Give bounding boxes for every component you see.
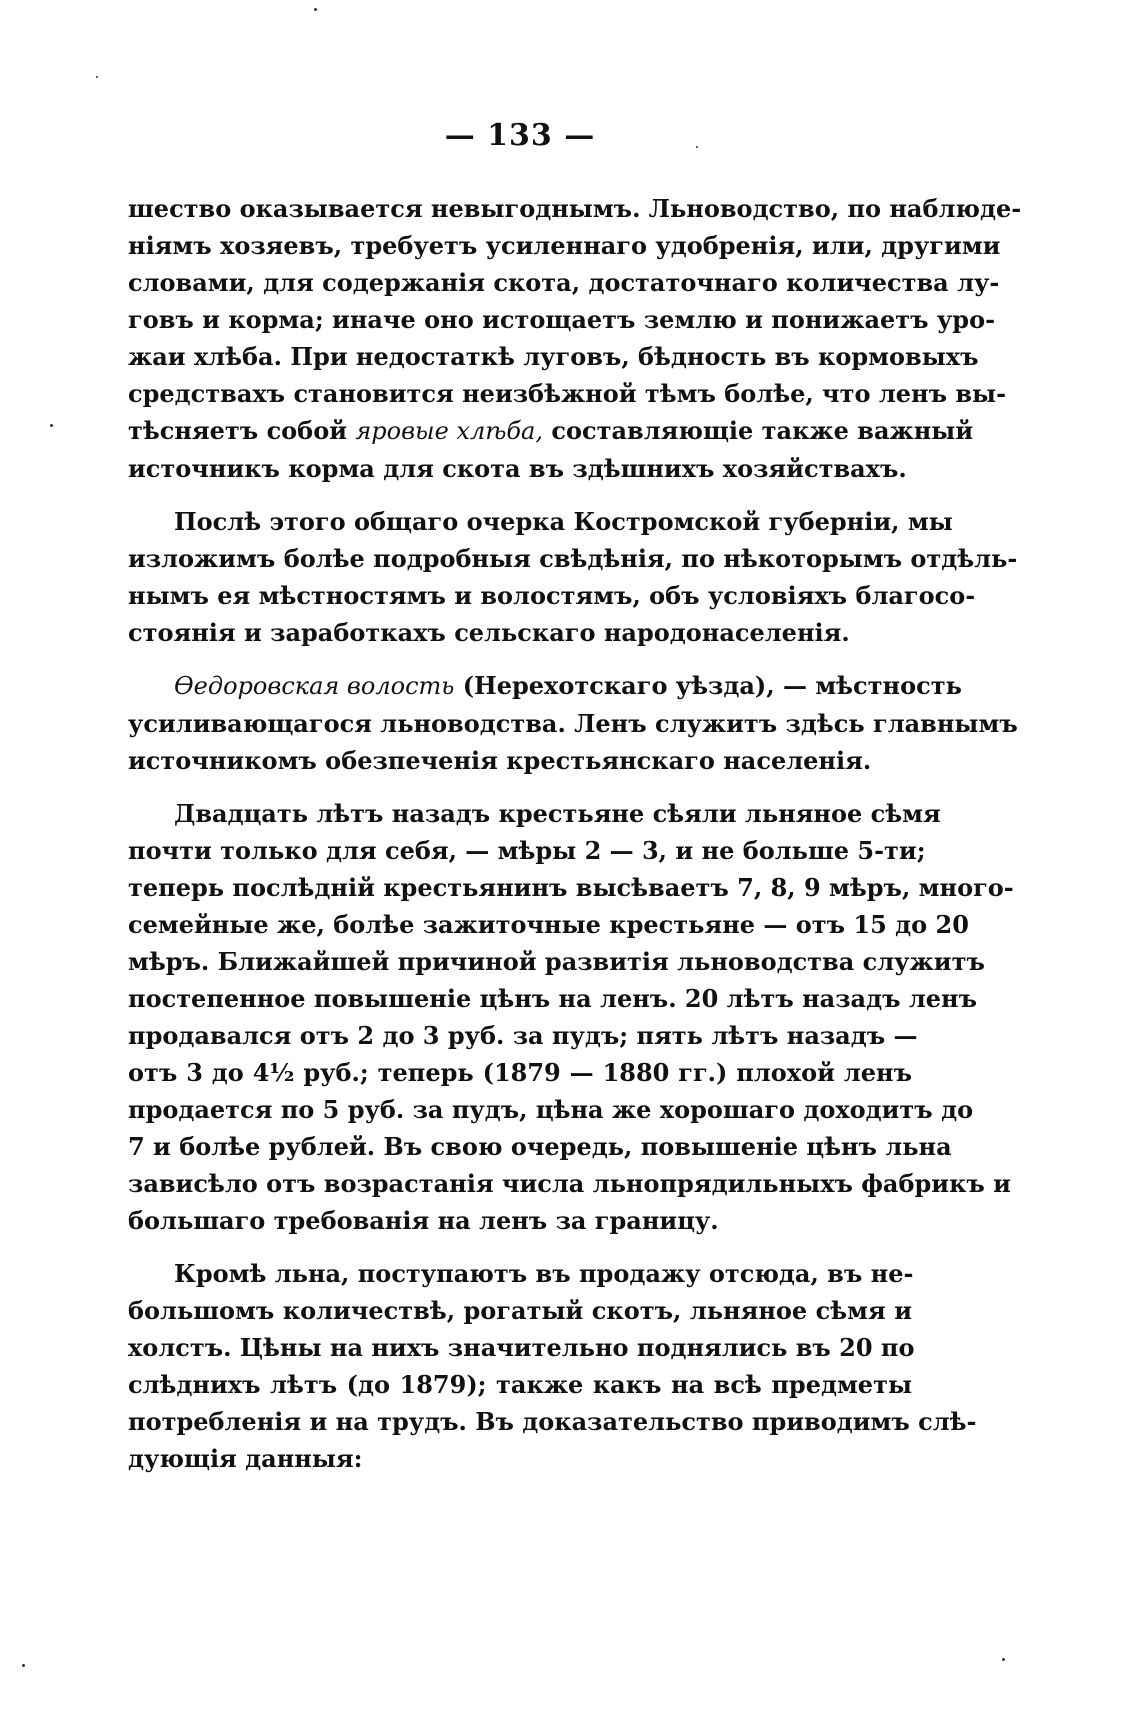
text-segment: ніямъ хозяевъ, требуетъ усиленнаго удобренія, или, другими <box>128 231 1001 260</box>
text-segment: говъ и корма; иначе оно истощаетъ землю и понижаетъ уро- <box>128 305 996 334</box>
text-segment: слѣднихъ лѣтъ (до 1879); также какъ на всѣ предметы <box>128 1370 912 1399</box>
text-segment: Послѣ этого общаго очерка Костромской губерніи, мы <box>174 507 953 536</box>
text-segment: большаго требованія на ленъ за границу. <box>128 1206 719 1235</box>
text-segment: нымъ ея мѣстностямъ и волостямъ, объ условіяхъ благосо- <box>128 581 976 610</box>
text-line <box>128 943 985 980</box>
italic-text: Өедоровская волость <box>174 672 455 700</box>
text-segment: Кромѣ льна, поступаютъ въ продажу отсюда, въ не- <box>174 1259 914 1288</box>
print-speck <box>50 424 53 427</box>
text-line <box>128 375 1007 412</box>
text-line <box>128 869 1014 906</box>
text-segment: 7 и болѣе рублей. Въ свою очередь, повышеніе цѣнъ льна <box>128 1132 952 1161</box>
text-segment: теперь послѣдній крестьянинъ высѣваетъ 7, 8, 9 мѣръ, много- <box>128 873 1014 902</box>
text-line <box>128 1054 912 1091</box>
text-segment: средствахъ становится неизбѣжной тѣмъ болѣе, что ленъ вы- <box>128 379 1007 408</box>
text-line <box>128 1366 912 1403</box>
text-line <box>128 667 962 705</box>
body-text <box>128 190 1022 1493</box>
text-segment: источникъ корма для скота въ здѣшнихъ хозяйствахъ. <box>128 454 907 483</box>
text-segment: потребленія и на трудъ. Въ доказательство приводимъ слѣ- <box>128 1407 977 1436</box>
text-line <box>128 1091 974 1128</box>
paragraph <box>128 667 1018 779</box>
text-line <box>128 832 926 869</box>
text-line <box>128 412 974 450</box>
text-segment: зависѣло отъ возрастанія числа льнопрядильныхъ фабрикъ и <box>128 1169 1011 1198</box>
text-line <box>128 1165 1011 1202</box>
text-line <box>128 503 953 540</box>
print-speck <box>314 8 317 11</box>
print-speck <box>1002 1658 1005 1661</box>
text-segment: составляющіе также важный <box>543 416 974 445</box>
text-segment: семейные же, болѣе зажиточные крестьяне — отъ 15 до 20 <box>128 910 969 939</box>
text-segment: почти только для себя, — мѣры 2 — 3, и не больше 5-ти; <box>128 836 926 865</box>
text-line <box>128 1403 977 1440</box>
text-segment: (Нерехотскаго уѣзда), — мѣстность <box>454 671 962 700</box>
text-line <box>128 227 1001 264</box>
text-line <box>128 614 912 651</box>
text-segment: холстъ. Цѣны на нихъ значительно поднялись въ 20 по <box>128 1333 915 1362</box>
text-segment: дующія данныя: <box>128 1444 363 1473</box>
text-line <box>128 1202 912 1239</box>
paragraph <box>128 190 1022 487</box>
print-speck <box>96 76 98 78</box>
page-number: — 133 — <box>444 118 596 153</box>
text-segment: продается по 5 руб. за пудъ, цѣна же хорошаго доходитъ до <box>128 1095 974 1124</box>
text-line <box>128 338 979 375</box>
text-line <box>128 301 996 338</box>
text-segment: жаи хлѣба. При недостаткѣ луговъ, бѣдность въ кормовыхъ <box>128 342 979 371</box>
paragraph <box>128 795 1014 1239</box>
print-speck <box>22 1664 25 1667</box>
paragraph <box>128 503 1018 651</box>
text-segment: словами, для содержанія скота, достаточнаго количества лу- <box>128 268 1000 297</box>
text-line <box>128 450 912 487</box>
text-segment: Двадцать лѣтъ назадъ крестьяне сѣяли льняное сѣмя <box>174 799 941 828</box>
text-segment: источникомъ обезпеченія крестьянскаго населенія. <box>128 746 872 775</box>
text-line <box>128 540 1018 577</box>
text-line <box>128 264 1000 301</box>
text-segment: большомъ количествѣ, рогатый скотъ, льняное сѣмя и <box>128 1296 912 1325</box>
text-segment: шество оказывается невыгоднымъ. Льноводство, по наблюде- <box>128 194 1022 223</box>
text-line <box>128 1255 912 1292</box>
text-segment: усиливающагося льноводства. Ленъ служитъ здѣсь главнымъ <box>128 709 1018 738</box>
text-segment: изложимъ болѣе подробныя свѣдѣнія, по нѣкоторымъ отдѣль- <box>128 544 1018 573</box>
text-line <box>128 1128 952 1165</box>
italic-text: яровые хлѣба, <box>355 417 543 445</box>
text-line <box>128 1440 912 1477</box>
paragraph <box>128 1255 977 1477</box>
text-segment: постепенное повышеніе цѣнъ на ленъ. 20 лѣтъ назадъ ленъ <box>128 984 977 1013</box>
text-segment: стоянія и заработкахъ сельскаго народонаселенія. <box>128 618 850 647</box>
print-speck <box>696 146 698 148</box>
text-line <box>128 906 969 943</box>
text-line <box>128 577 976 614</box>
text-line <box>128 705 1018 742</box>
text-line <box>128 1017 918 1054</box>
text-segment: мѣръ. Ближайшей причиной развитія льноводства служитъ <box>128 947 985 976</box>
text-line <box>128 742 912 779</box>
text-line <box>128 980 977 1017</box>
text-line <box>128 1329 915 1366</box>
text-segment: продавался отъ 2 до 3 руб. за пудъ; пять лѣтъ назадъ — <box>128 1021 918 1050</box>
text-line <box>128 1292 912 1329</box>
text-line <box>128 795 941 832</box>
text-line <box>128 190 1022 227</box>
text-segment: отъ 3 до 4½ руб.; теперь (1879 — 1880 гг.) плохой ленъ <box>128 1058 912 1087</box>
text-segment: тѣсняетъ собой <box>128 416 356 445</box>
